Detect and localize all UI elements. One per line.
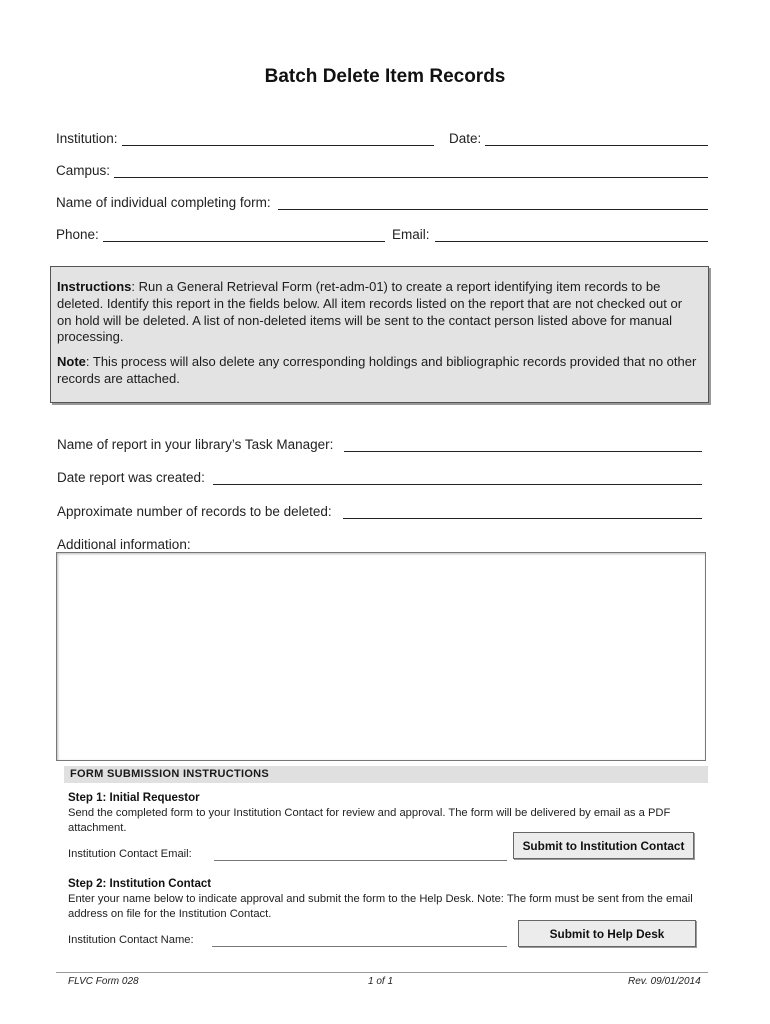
- submit-to-help-desk-button[interactable]: Submit to Help Desk: [518, 920, 696, 947]
- footer-revision: Rev. 09/01/2014: [628, 976, 701, 987]
- submit-to-institution-contact-button[interactable]: Submit to Institution Contact: [513, 832, 694, 859]
- approx-records-field[interactable]: [343, 518, 702, 519]
- page-title: Batch Delete Item Records: [264, 66, 506, 87]
- phone-field[interactable]: [103, 241, 385, 242]
- institution-field[interactable]: [122, 145, 434, 146]
- step1-field-label: Institution Contact Email:: [68, 848, 192, 860]
- note-text: : This process will also delete any corresponding holdings and bibliographic records provided that no other records are attached.: [57, 354, 697, 386]
- additional-info-label: Additional information:: [57, 537, 191, 552]
- step2-title: Step 2: Institution Contact: [68, 878, 212, 890]
- campus-field[interactable]: [114, 177, 708, 178]
- footer-page-number: 1 of 1: [368, 976, 394, 987]
- instructions-text: : Run a General Retrieval Form (ret-adm-01) to create a report identifying item records to be deleted. Identify this report in the fields below. All item records listed on the report that are not checked out or on hold will be deleted. A list of non-deleted items will be sent to the contact person listed above for manual processing.: [57, 279, 683, 345]
- institution-contact-email-field[interactable]: [214, 860, 507, 861]
- instructions-heading: Instructions: [57, 279, 132, 294]
- phone-label: Phone:: [56, 227, 99, 242]
- additional-info-textarea[interactable]: [56, 552, 706, 761]
- footer-divider: [56, 972, 708, 973]
- email-label: Email:: [392, 227, 430, 242]
- instructions-box: [50, 266, 709, 403]
- submission-heading: FORM SUBMISSION INSTRUCTIONS: [64, 766, 708, 783]
- approx-records-label: Approximate number of records to be deleted:: [57, 504, 332, 519]
- institution-label: Institution:: [56, 131, 118, 146]
- note-paragraph: [57, 354, 700, 388]
- step2-field-label: Institution Contact Name:: [68, 934, 194, 946]
- institution-contact-name-field[interactable]: [212, 946, 507, 947]
- date-label: Date:: [449, 131, 482, 146]
- step1-title: Step 1: Initial Requestor: [68, 792, 200, 804]
- individual-field[interactable]: [278, 209, 708, 210]
- note-heading: Note: [57, 354, 86, 370]
- campus-label: Campus:: [56, 163, 111, 178]
- individual-label: Name of individual completing form:: [56, 195, 271, 210]
- report-name-field[interactable]: [344, 451, 702, 452]
- date-field[interactable]: [485, 145, 708, 146]
- footer-form-id: FLVC Form 028: [68, 976, 139, 987]
- step2-text: Enter your name below to indicate approval and submit the form to the Help Desk. Note: The form must be sent from the email address on file for the Institution Contact.: [68, 893, 693, 920]
- report-name-label: Name of report in your library’s Task Manager:: [57, 437, 334, 452]
- instructions-paragraph: [57, 279, 700, 346]
- step1-text: Send the completed form to your Institution Contact for review and approval. The form will be delivered by email as a PDF attachment.: [68, 807, 671, 834]
- report-date-label: Date report was created:: [57, 470, 205, 485]
- email-field[interactable]: [435, 241, 708, 242]
- report-date-field[interactable]: [213, 484, 702, 485]
